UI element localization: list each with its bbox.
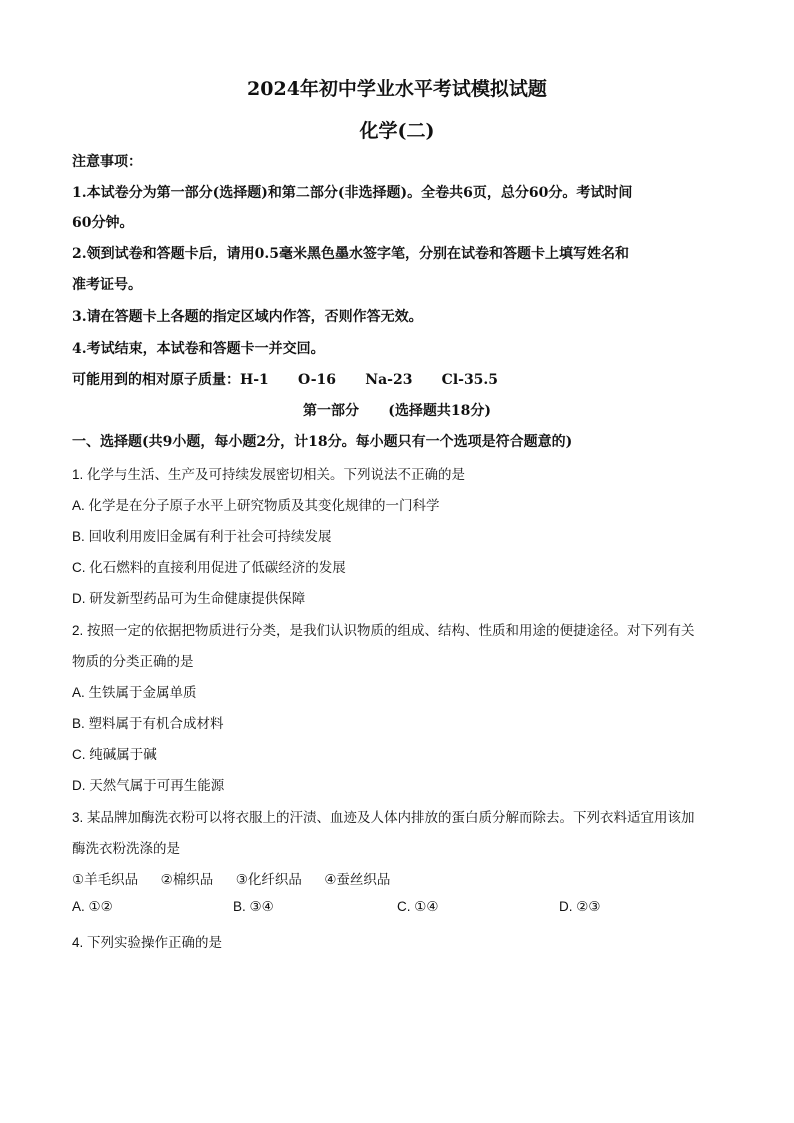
question-1-option-d: D. 研发新型药品可为生命健康提供保障 <box>72 591 306 606</box>
question-3-stem-line-1: 3. 某品牌加酶洗衣粉可以将衣服上的汗渍、血迹及人体内排放的蛋白质分解而除去。下列衣料适宜用该加 <box>72 810 695 825</box>
question-3-option-b: B. ③④ <box>233 899 274 914</box>
question-2-option-b: B. 塑料属于有机合成材料 <box>72 716 224 731</box>
exam-subtitle: 化学(二) <box>359 120 435 142</box>
note-item-2-line-1: 2.领到试卷和答题卡后，请用0.5毫米黑色墨水签字笔，分别在试卷和答题卡上填写姓名和 <box>72 246 629 262</box>
question-2-stem-line-2: 物质的分类正确的是 <box>72 654 194 669</box>
question-3-option-a: A. ①② <box>72 899 113 914</box>
question-1-option-a: A. 化学是在分子原子水平上研究物质及其变化规律的一门科学 <box>72 498 440 513</box>
question-3-stem-line-2: 酶洗衣粉洗涤的是 <box>72 841 180 856</box>
question-1-option-b: B. 回收利用废旧金属有利于社会可持续发展 <box>72 529 332 544</box>
note-item-1-line-1: 1.本试卷分为第一部分(选择题)和第二部分(非选择题)。全卷共6页，总分60分。考试时间 <box>72 185 633 201</box>
note-item-2-line-2: 准考证号。 <box>72 277 142 293</box>
section-one-heading: 一、选择题(共9小题，每小题2分，计18分。每小题只有一个选项是符合题意的) <box>72 434 573 450</box>
note-item-4: 4.考试结束，本试卷和答题卡一并交回。 <box>72 341 325 357</box>
question-1-stem: 1. 化学与生活、生产及可持续发展密切相关。下列说法不正确的是 <box>72 467 466 482</box>
question-4-stem: 4. 下列实验操作正确的是 <box>72 935 223 950</box>
question-3-items: ①羊毛织品 ②棉织品 ③化纤织品 ④蚕丝织品 <box>72 872 391 887</box>
question-3-option-d: D. ②③ <box>559 899 601 914</box>
question-2-option-a: A. 生铁属于金属单质 <box>72 685 197 700</box>
question-2-stem-line-1: 2. 按照一定的依据把物质进行分类，是我们认识物质的组成、结构、性质和用途的便捷途径。对下列有关 <box>72 623 695 638</box>
note-item-1-line-2: 60分钟。 <box>72 215 134 231</box>
exam-title: 2024年初中学业水平考试模拟试题 <box>247 78 547 100</box>
part-one-heading: 第一部分 (选择题共18分) <box>303 403 491 419</box>
question-3-option-c: C. ①④ <box>397 899 439 914</box>
note-item-3: 3.请在答题卡上各题的指定区域内作答，否则作答无效。 <box>72 309 423 325</box>
notes-heading: 注意事项： <box>72 154 142 170</box>
atomic-masses: 可能用到的相对原子质量：H-1 O-16 Na-23 Cl-35.5 <box>72 372 499 388</box>
question-2-option-d: D. 天然气属于可再生能源 <box>72 778 225 793</box>
question-1-option-c: C. 化石燃料的直接利用促进了低碳经济的发展 <box>72 560 346 575</box>
question-2-option-c: C. 纯碱属于碱 <box>72 747 157 762</box>
